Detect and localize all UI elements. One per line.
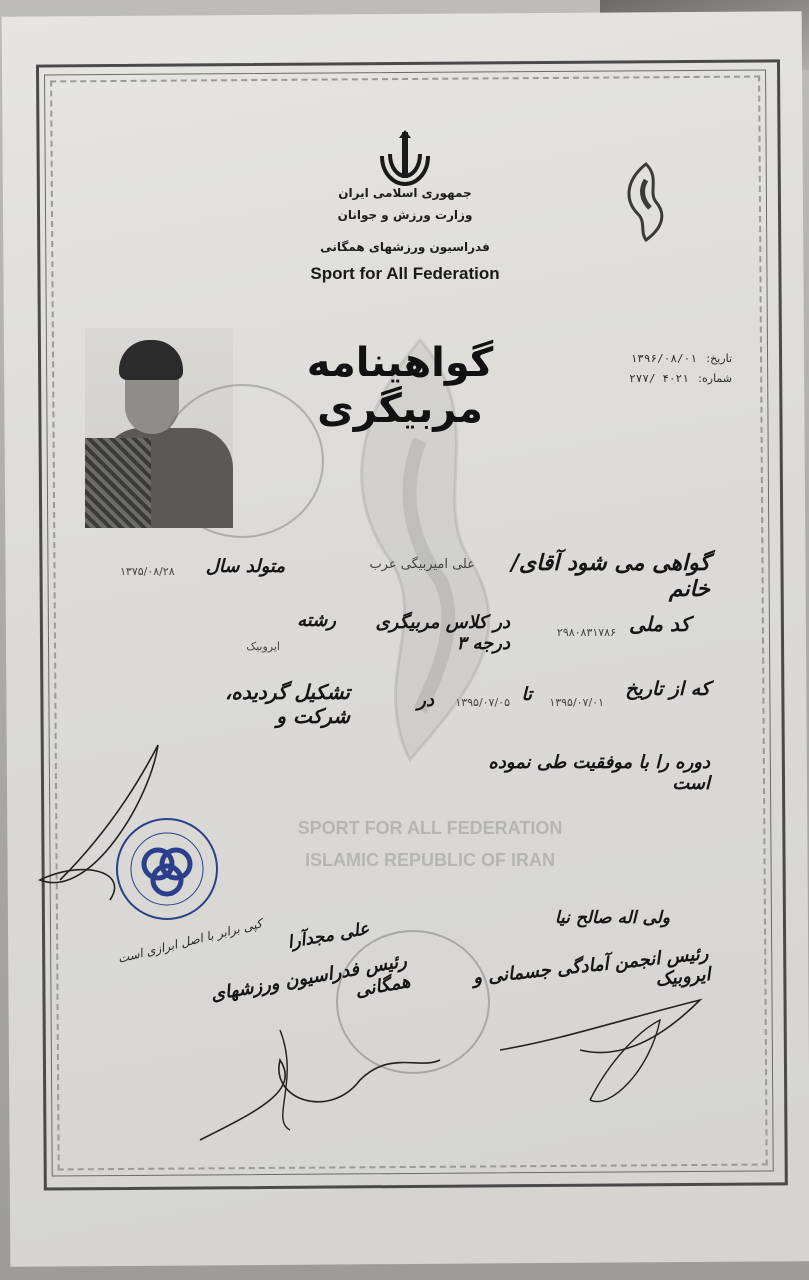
issue-date-label: تاریخ: — [706, 352, 732, 365]
from-date-value: ۱۳۹۵/۰۷/۰۱ — [549, 696, 604, 709]
header-ministry: وزارت ورزش و جوانان — [337, 208, 473, 222]
field-label: رشته — [297, 610, 336, 631]
to-date-value: ۱۳۹۵/۰۷/۰۵ — [455, 696, 510, 709]
certificate-title: گواهینامه مربیگری — [306, 340, 494, 432]
header-federation-fa: فدراسیون ورزشهای همگانی — [320, 240, 490, 254]
issue-date-value: ۱۳۹۶/۰۸/۰۱ — [630, 352, 697, 365]
watermark-line-1: SPORT FOR ALL FEDERATION — [297, 818, 563, 838]
header-country: جمهوری اسلامی ایران — [338, 186, 472, 200]
right-signatory-title: رئیس انجمن آمادگی جسمانی و ایروبیک — [472, 943, 712, 991]
holder-name: علی امیربیگی عرب — [369, 557, 475, 572]
formed-text: تشکیل گردیده، شرکت و — [224, 680, 350, 728]
field-value: ایروبیک — [246, 640, 280, 653]
from-date-label: که از تاریخ — [625, 678, 710, 700]
class-text: در کلاس مربیگری درجه ۳ — [375, 612, 510, 654]
watermark-line-2: ISLAMIC REPUBLIC OF IRAN — [305, 850, 555, 870]
completed-text: دوره را با موفقیت طی نموده است — [488, 752, 710, 794]
national-code-value: ۲۹۸۰۸۳۱۷۸۶ — [556, 626, 616, 639]
national-code-label: کد ملی — [629, 612, 690, 636]
certify-text: گواهی می شود آقای/خانم — [510, 550, 710, 602]
certificate-number-value: ۴۰۲۱ /۲۷۷ — [629, 372, 689, 385]
born-date: ۱۳۷۵/۰۸/۲۸ — [120, 565, 175, 578]
born-label: متولد سال — [205, 556, 285, 577]
certificate-number-label: شماره: — [698, 372, 732, 385]
copy-certified-note: کپی برابر با اصل ابرازی است — [116, 916, 264, 966]
header-federation-en: Sport for All Federation — [310, 264, 500, 283]
right-signatory-name: ولی اله صالح نیا — [554, 908, 670, 928]
to-date-label: تا — [521, 684, 532, 705]
in-label: در — [417, 690, 434, 711]
left-signatory-name: علی مجدآرا — [285, 918, 371, 953]
left-signatory-title: رئیس فدراسیون ورزشهای همگانی — [209, 950, 412, 1006]
